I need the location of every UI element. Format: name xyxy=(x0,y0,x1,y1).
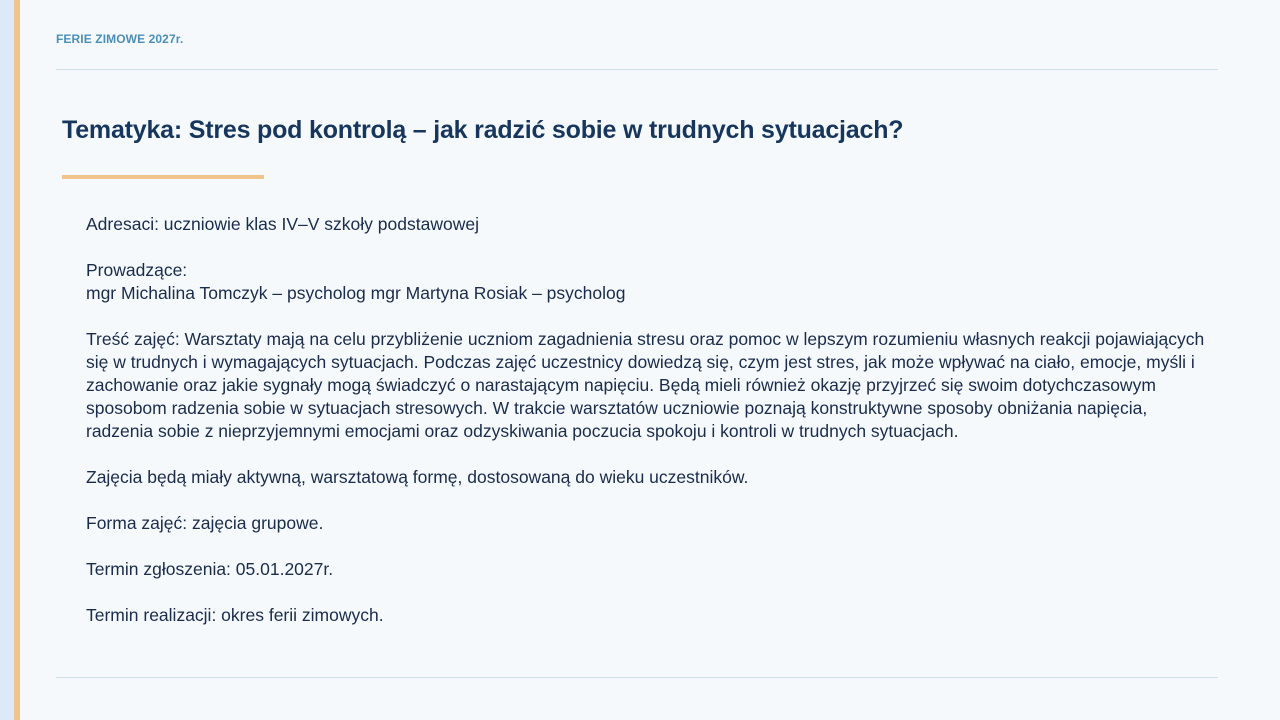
leaders-text: mgr Michalina Tomczyk – psycholog mgr Martyna Rosiak – psycholog xyxy=(86,283,626,303)
left-decor-strip-orange xyxy=(14,0,20,720)
addressees-text: Adresaci: uczniowie klas IV–V szkoły podstawowej xyxy=(86,214,479,234)
top-divider xyxy=(56,69,1218,70)
page-title: Tematyka: Stres pod kontrolą – jak radzić sobie w trudnych sytuacjach? xyxy=(62,116,904,144)
header-label: FERIE ZIMOWE 2027r. xyxy=(56,32,184,46)
leaders-block xyxy=(86,259,1206,305)
realization-period-text: Termin realizacji: okres ferii zimowych. xyxy=(86,605,384,625)
form-text: Forma zajęć: zajęcia grupowe. xyxy=(86,513,324,533)
signup-deadline-text: Termin zgłoszenia: 05.01.2027r. xyxy=(86,559,334,579)
format-note-text: Zajęcia będą miały aktywną, warsztatową formę, dostosowaną do wieku uczestników. xyxy=(86,467,749,487)
content-body xyxy=(86,213,1206,627)
bottom-divider xyxy=(56,677,1218,678)
leaders-label: Prowadzące: xyxy=(86,260,188,280)
left-decor-strip-blue xyxy=(0,0,14,720)
description-text: Treść zajęć: Warsztaty mają na celu przybliżenie uczniom zagadnienia stresu oraz pomoc w lepszym rozumieniu własnych reakcji pojawiających się w trudnych i wymagających sytuacjach. Podczas zajęć uczestnicy dowiedzą się, czym jest stres, jak może wpływać na ciało, emocje, myśli i zachowanie oraz jakie sygnały mogą świadczyć o narastającym napięciu. Będą mieli również okazję przyjrzeć się swoim dotychczasowym sposobom radzenia sobie w sytuacjach stresowych. W trakcie warsztatów uczniowie poznają konstruktywne sposoby obniżania napięcia, radzenia sobie z nieprzyjemnymi emocjami oraz odzyskiwania poczucia spokoju i kontroli w trudnych sytuacjach. xyxy=(86,329,1205,441)
title-accent-bar xyxy=(62,175,264,179)
